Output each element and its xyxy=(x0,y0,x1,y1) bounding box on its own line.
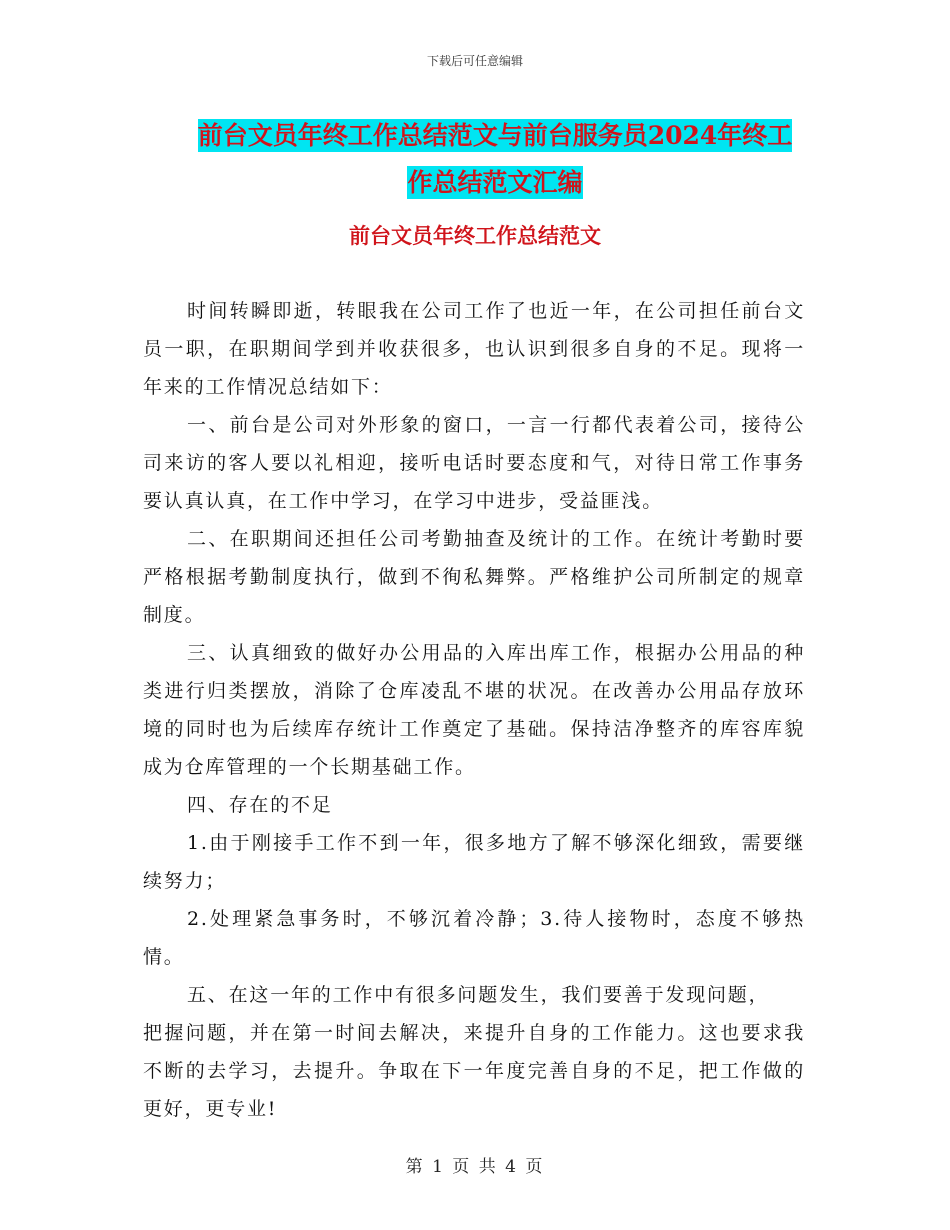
paragraph-shortcoming-1: 1.由于刚接手工作不到一年，很多地方了解不够深化细致，需要继续努力； xyxy=(143,832,805,892)
paragraph-point-5-continued: 把握问题，并在第一时间去解决，来提升自身的工作能力。这也要求我不断的去学习，去提升。争取在下一年度完善自身的不足，把工作做的更好，更专业! xyxy=(143,1022,805,1120)
section-title: 前台文员年终工作总结范文 xyxy=(349,223,601,248)
paragraph-point-4-heading: 四、存在的不足 xyxy=(187,794,333,816)
paragraph-point-5: 五、在这一年的工作中有很多问题发生，我们要善于发现问题， xyxy=(187,984,770,1006)
paragraph-shortcoming-2-3: 2.处理紧急事务时，不够沉着冷静；3.待人接物时，态度不够热情。 xyxy=(143,908,805,968)
document-body xyxy=(143,292,805,1128)
title-line-1: 前台文员年终工作总结范文与前台服务员2024年终工 xyxy=(197,121,793,150)
paragraph-point-1: 一、前台是公司对外形象的窗口，一言一行都代表着公司，接待公司来访的客人要以礼相迎，接听电话时要态度和气，对待日常工作事务要认真认真，在工作中学习，在学习中进步，受益匪浅。 xyxy=(143,414,805,512)
title-line-2: 作总结范文汇编 xyxy=(407,168,583,197)
download-note: 下载后可任意编辑 xyxy=(426,54,523,68)
paragraph-point-2: 二、在职期间还担任公司考勤抽查及统计的工作。在统计考勤时要严格根据考勤制度执行，做到不徇私舞弊。严格维护公司所制定的规章制度。 xyxy=(143,528,805,626)
document-title xyxy=(150,112,840,206)
paragraph-point-3: 三、认真细致的做好办公用品的入库出库工作，根据办公用品的种类进行归类摆放，消除了仓库凌乱不堪的状况。在改善办公用品存放环境的同时也为后续库存统计工作奠定了基础。保持洁净整齐的库容库貌成为仓库管理的一个长期基础工作。 xyxy=(143,642,805,778)
paragraph-intro: 时间转瞬即逝，转眼我在公司工作了也近一年，在公司担任前台文员一职，在职期间学到并收获很多，也认识到很多自身的不足。现将一年来的工作情况总结如下： xyxy=(143,300,805,398)
page-number: 第 1 页 共 4 页 xyxy=(405,1157,545,1177)
